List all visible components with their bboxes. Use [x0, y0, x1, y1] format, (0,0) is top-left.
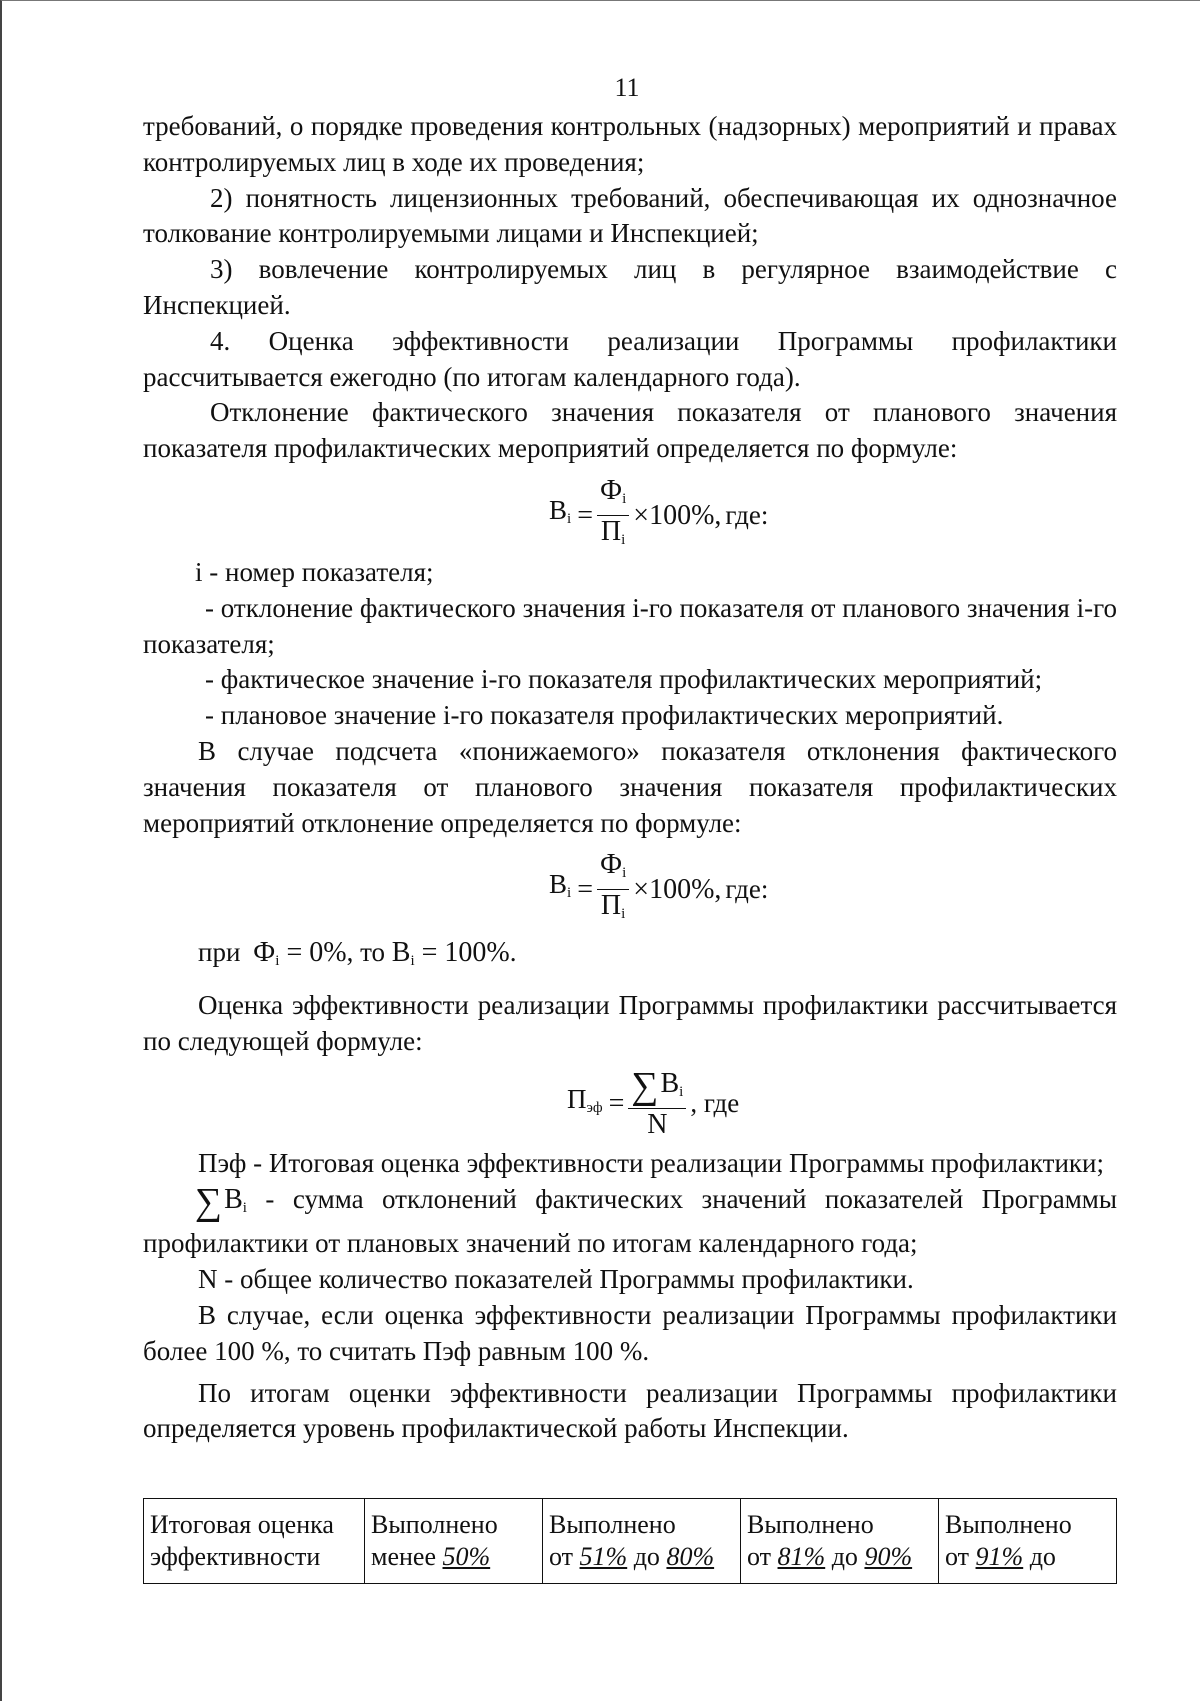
formula-efficiency: $П_{эф}$ = $\frac{\sum B_i}{N}$ , где — [567, 1064, 740, 1140]
definition-peff: Пэф - Итоговая оценка эффективности реализации Программы профилактики; — [198, 1147, 1104, 1178]
document-body — [143, 109, 1117, 1447]
formula-reduced-deviation: $B_i$ = $\frac{Ф_i}{П_i}$ ×100%, где: — [143, 849, 1117, 921]
efficiency-level-table — [143, 1498, 1117, 1584]
paragraph-7: Оценка эффективности реализации Программы профилактики рассчитывается по следующей формуле: — [143, 990, 1117, 1056]
paragraph-4: 4. Оценка эффективности реализации Программы профилактики рассчитывается ежегодно (по итогам календарного года). — [143, 325, 1117, 392]
definition-sum: $\sum B_i$ - сумма отклонений фактических значений показателей Программы профилактики от плановых значений по итогам календарного года; — [143, 1180, 1118, 1259]
formula-where: где: — [725, 499, 769, 530]
condition-line: при $Ф_i = 0\%$, то $B_i = 100\%$. — [198, 937, 517, 970]
formula-fraction: $\frac{Ф_i}{П_i}$ — [597, 849, 629, 930]
definition-deviation: - отклонение фактического значения i-го показателя от планового значения i-го показателя; — [143, 592, 1117, 659]
formula-fraction: $\frac{Ф_i}{П_i}$ — [597, 475, 629, 556]
formula-fraction: $\frac{\sum B_i}{N}$ — [628, 1068, 686, 1141]
formula-lhs: B — [549, 495, 568, 526]
paragraph-1: требований, о порядке проведения контрольных (надзорных) мероприятий и правах контролируемых лиц в ходе их проведения; — [143, 111, 1117, 177]
table-cell: Выполнено от 51% до 80% — [543, 1499, 741, 1584]
formula-multiplier: ×100%, — [633, 499, 722, 531]
paragraph-5: Отклонение фактического значения показателя от планового значения показателя профилактических мероприятий определяется по формуле: — [143, 397, 1117, 464]
definition-actual: - фактическое значение i-го показателя профилактических мероприятий; — [205, 664, 1043, 695]
paragraph-8: В случае, если оценка эффективности реализации Программы профилактики более 100 %, то считать Пэф равным 100 %. — [143, 1299, 1117, 1366]
table-cell: Выполнено от 81% до 90% — [741, 1499, 939, 1584]
table-cell: Итоговая оценка эффективности — [144, 1499, 365, 1584]
paragraph-3: 3) вовлечение контролируемых лиц в регулярное взаимодействие с Инспекцией. — [143, 254, 1117, 320]
paragraph-9: По итогам оценки эффективности реализации Программы профилактики определяется уровень профилактической работы Инспекции. — [143, 1377, 1117, 1444]
formula-equals: = — [577, 499, 593, 531]
definition-n: N - общее количество показателей Программы профилактики. — [198, 1264, 914, 1295]
paragraph-2: 2) понятность лицензионных требований, обеспечивающая их однозначное толкование контролируемыми лицами и Инспекцией; — [143, 182, 1117, 249]
paragraph-6: В случае подсчета «понижаемого» показателя отклонения фактического значения показателя от планового значения показателя профилактических мероприятий отклонение определяется по формуле: — [143, 735, 1117, 838]
definition-planned: - плановое значение i-го показателя профилактических мероприятий. — [205, 700, 1004, 731]
page-number: 11 — [614, 73, 640, 102]
table-cell: Выполнено менее 50% — [365, 1499, 543, 1584]
table-row — [144, 1499, 1117, 1584]
definition-i: i - номер показателя; — [195, 556, 434, 587]
table-cell: Выполнено от 91% до — [939, 1499, 1117, 1584]
formula-deviation: $B_i$ = $\frac{Ф_i}{П_i}$ ×100%, где: — [143, 475, 1117, 547]
